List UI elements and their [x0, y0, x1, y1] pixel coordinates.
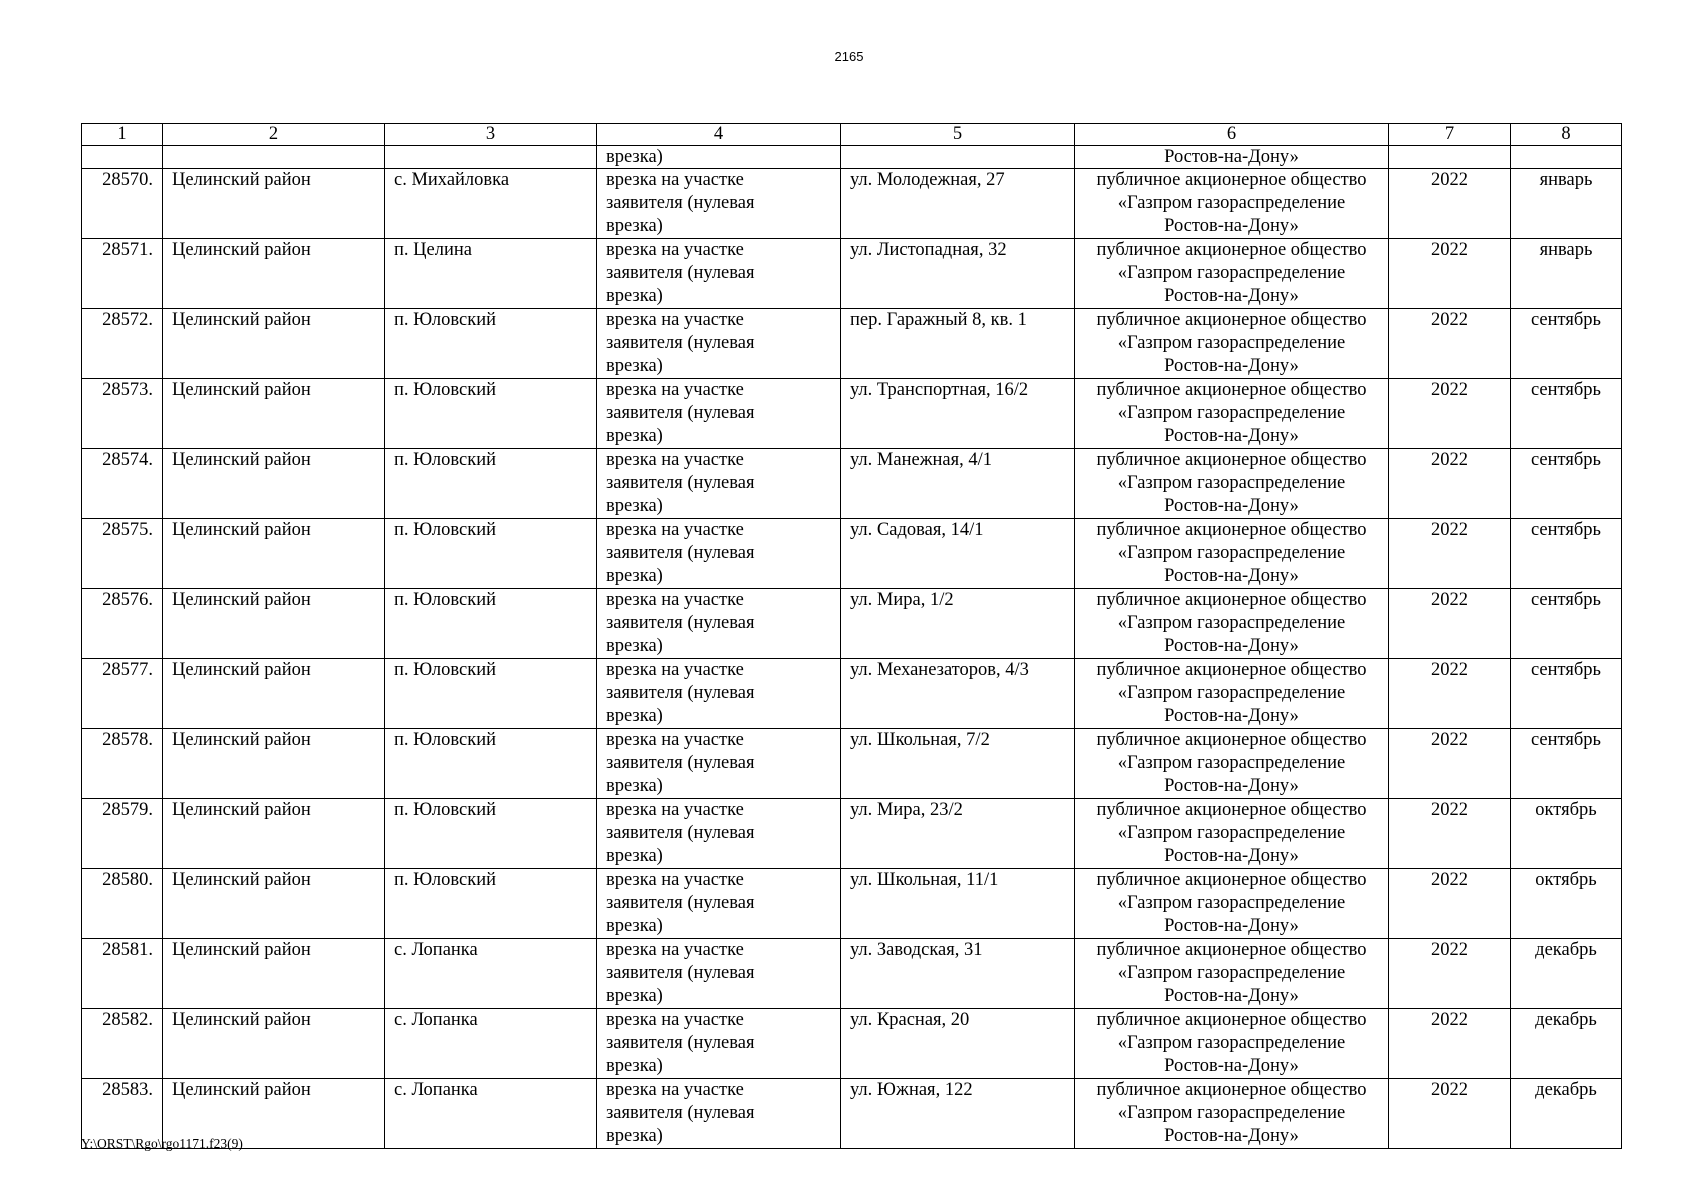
cell-line: заявителя (нулевая — [606, 893, 755, 913]
cell-connection-type — [597, 239, 841, 309]
cell-number: 28579. — [82, 799, 163, 869]
cell-connection-type — [597, 589, 841, 659]
cell-line: заявителя (нулевая — [606, 613, 755, 633]
cell-line: врезка) — [606, 1056, 663, 1076]
cell-settlement: п. Юловский — [385, 379, 597, 449]
cell-connection-type — [597, 449, 841, 519]
cell-line: врезка) — [606, 426, 663, 446]
cell-settlement: п. Юловский — [385, 869, 597, 939]
cell-line: публичное акционерное общество — [1096, 870, 1367, 890]
cell-line: врезка на участке — [606, 1080, 744, 1100]
data-table — [81, 123, 1622, 1149]
table-row — [82, 729, 1622, 799]
cell-organization — [1075, 379, 1389, 449]
cell-line: Ростов-на-Дону» — [1164, 286, 1299, 306]
cell-connection-type — [597, 799, 841, 869]
cell-line: заявителя (нулевая — [606, 963, 755, 983]
cell-line: публичное акционерное общество — [1096, 520, 1367, 540]
cell-organization — [1075, 869, 1389, 939]
cell-district: Целинский район — [163, 239, 385, 309]
cell-line: публичное акционерное общество — [1096, 310, 1367, 330]
cell-line: врезка на участке — [606, 660, 744, 680]
cell-line: заявителя (нулевая — [606, 1033, 755, 1053]
cell-line: врезка) — [606, 776, 663, 796]
cell-settlement: п. Юловский — [385, 659, 597, 729]
column-header-4: 4 — [597, 124, 841, 146]
cell-month: октябрь — [1511, 869, 1622, 939]
cell-year: 2022 — [1389, 589, 1511, 659]
cell-year: 2022 — [1389, 169, 1511, 239]
cell-line: врезка) — [606, 986, 663, 1006]
column-header-8: 8 — [1511, 124, 1622, 146]
cell-line: врезка) — [606, 216, 663, 236]
cell-line: врезка на участке — [606, 240, 744, 260]
cell-line: «Газпром газораспределение — [1117, 823, 1346, 843]
cell-line: публичное акционерное общество — [1096, 450, 1367, 470]
cell-organization — [1075, 309, 1389, 379]
cell-district: Целинский район — [163, 659, 385, 729]
cell-line: Ростов-на-Дону» — [1164, 356, 1299, 376]
cell-address: ул. Листопадная, 32 — [841, 239, 1075, 309]
cell-address: ул. Манежная, 4/1 — [841, 449, 1075, 519]
cell-year: 2022 — [1389, 1079, 1511, 1149]
table-row — [82, 239, 1622, 309]
cell-organization — [1075, 449, 1389, 519]
cell-year: 2022 — [1389, 799, 1511, 869]
cell-number: 28582. — [82, 1009, 163, 1079]
cell-year: 2022 — [1389, 729, 1511, 799]
cell-connection-type: врезка) — [597, 146, 841, 169]
cell-month: декабрь — [1511, 939, 1622, 1009]
cell-month: сентябрь — [1511, 449, 1622, 519]
column-header-3: 3 — [385, 124, 597, 146]
cell-line: Ростов-на-Дону» — [1164, 1056, 1299, 1076]
table-row — [82, 869, 1622, 939]
cell-line: публичное акционерное общество — [1096, 660, 1367, 680]
cell-line: «Газпром газораспределение — [1117, 263, 1346, 283]
cell-connection-type — [597, 309, 841, 379]
table-row — [82, 659, 1622, 729]
cell-month: декабрь — [1511, 1079, 1622, 1149]
cell-line: публичное акционерное общество — [1096, 1080, 1367, 1100]
cell-connection-type — [597, 659, 841, 729]
cell-line: «Газпром газораспределение — [1117, 403, 1346, 423]
cell-line: «Газпром газораспределение — [1117, 333, 1346, 353]
cell-district: Целинский район — [163, 939, 385, 1009]
cell-line: врезка) — [606, 846, 663, 866]
column-number-row — [82, 124, 1622, 146]
cell-address: пер. Гаражный 8, кв. 1 — [841, 309, 1075, 379]
cell-month: сентябрь — [1511, 309, 1622, 379]
cell-line: «Газпром газораспределение — [1117, 473, 1346, 493]
cell-number: 28580. — [82, 869, 163, 939]
table-row — [82, 1079, 1622, 1149]
cell-number: 28574. — [82, 449, 163, 519]
cell-month: декабрь — [1511, 1009, 1622, 1079]
cell-line: «Газпром газораспределение — [1117, 613, 1346, 633]
cell-line: Ростов-на-Дону» — [1164, 636, 1299, 656]
cell-settlement: с. Михайловка — [385, 169, 597, 239]
cell-address: ул. Садовая, 14/1 — [841, 519, 1075, 589]
cell-line: заявителя (нулевая — [606, 263, 755, 283]
cell-line: Ростов-на-Дону» — [1164, 776, 1299, 796]
table-row — [82, 379, 1622, 449]
cell-connection-type — [597, 169, 841, 239]
cell-line: врезка на участке — [606, 310, 744, 330]
cell-number: 28571. — [82, 239, 163, 309]
cell-year — [1389, 146, 1511, 169]
cell-year: 2022 — [1389, 1009, 1511, 1079]
cell-organization — [1075, 1009, 1389, 1079]
cell-line: заявителя (нулевая — [606, 333, 755, 353]
cell-line: врезка на участке — [606, 800, 744, 820]
cell-address: ул. Механезаторов, 4/3 — [841, 659, 1075, 729]
cell-settlement: с. Лопанка — [385, 1009, 597, 1079]
cell-line: врезка на участке — [606, 520, 744, 540]
cell-line: врезка на участке — [606, 940, 744, 960]
cell-month: сентябрь — [1511, 379, 1622, 449]
cell-organization — [1075, 239, 1389, 309]
cell-settlement: п. Юловский — [385, 449, 597, 519]
cell-line: «Газпром газораспределение — [1117, 683, 1346, 703]
page-number: 2165 — [834, 49, 864, 64]
cell-line: заявителя (нулевая — [606, 473, 755, 493]
cell-line: публичное акционерное общество — [1096, 380, 1367, 400]
cell-settlement: п. Целина — [385, 239, 597, 309]
cell-district: Целинский район — [163, 729, 385, 799]
cell-line: публичное акционерное общество — [1096, 590, 1367, 610]
cell-number: 28581. — [82, 939, 163, 1009]
cell-settlement: п. Юловский — [385, 519, 597, 589]
cell-number: 28573. — [82, 379, 163, 449]
cell-organization: Ростов-на-Дону» — [1075, 146, 1389, 169]
cell-line: врезка) — [606, 916, 663, 936]
cell-year: 2022 — [1389, 449, 1511, 519]
cell-district: Целинский район — [163, 519, 385, 589]
cell-month: октябрь — [1511, 799, 1622, 869]
cell-settlement: с. Лопанка — [385, 939, 597, 1009]
cell-month: сентябрь — [1511, 589, 1622, 659]
cell-number: 28577. — [82, 659, 163, 729]
cell-line: врезка на участке — [606, 730, 744, 750]
cell-address: ул. Южная, 122 — [841, 1079, 1075, 1149]
cell-organization — [1075, 799, 1389, 869]
cell-settlement: п. Юловский — [385, 799, 597, 869]
cell-line: «Газпром газораспределение — [1117, 1103, 1346, 1123]
cell-district: Целинский район — [163, 169, 385, 239]
cell-district: Целинский район — [163, 1079, 385, 1149]
cell-month: сентябрь — [1511, 659, 1622, 729]
cell-line: «Газпром газораспределение — [1117, 753, 1346, 773]
cell-number: 28583. — [82, 1079, 163, 1149]
cell-line: Ростов-на-Дону» — [1164, 706, 1299, 726]
cell-settlement: п. Юловский — [385, 729, 597, 799]
cell-line: заявителя (нулевая — [606, 1103, 755, 1123]
cell-organization — [1075, 939, 1389, 1009]
cell-line: Ростов-на-Дону» — [1164, 916, 1299, 936]
cell-month: январь — [1511, 169, 1622, 239]
cell-organization — [1075, 519, 1389, 589]
cell-settlement — [385, 146, 597, 169]
cell-line: «Газпром газораспределение — [1117, 1033, 1346, 1053]
cell-year: 2022 — [1389, 869, 1511, 939]
table-row — [82, 309, 1622, 379]
cell-organization — [1075, 729, 1389, 799]
cell-line: Ростов-на-Дону» — [1164, 846, 1299, 866]
cell-line: публичное акционерное общество — [1096, 170, 1367, 190]
cell-address: ул. Мира, 23/2 — [841, 799, 1075, 869]
cell-line: «Газпром газораспределение — [1117, 893, 1346, 913]
cell-district: Целинский район — [163, 379, 385, 449]
cell-line: врезка на участке — [606, 870, 744, 890]
cell-line: заявителя (нулевая — [606, 403, 755, 423]
cell-connection-type — [597, 729, 841, 799]
cell-connection-type — [597, 1079, 841, 1149]
column-header-7: 7 — [1389, 124, 1511, 146]
table-row — [82, 169, 1622, 239]
cell-number: 28570. — [82, 169, 163, 239]
table-row — [82, 799, 1622, 869]
cell-connection-type — [597, 1009, 841, 1079]
cell-connection-type — [597, 519, 841, 589]
cell-line: заявителя (нулевая — [606, 193, 755, 213]
table-row — [82, 1009, 1622, 1079]
cell-organization — [1075, 659, 1389, 729]
cell-district: Целинский район — [163, 309, 385, 379]
cell-line: Ростов-на-Дону» — [1164, 566, 1299, 586]
cell-line: Ростов-на-Дону» — [1164, 496, 1299, 516]
cell-line: врезка) — [606, 356, 663, 376]
cell-line: врезка) — [606, 706, 663, 726]
cell-year: 2022 — [1389, 379, 1511, 449]
cell-line: публичное акционерное общество — [1096, 730, 1367, 750]
cell-connection-type — [597, 379, 841, 449]
cell-line: врезка) — [606, 496, 663, 516]
cell-connection-type — [597, 939, 841, 1009]
table-body — [82, 146, 1622, 1149]
cell-year: 2022 — [1389, 519, 1511, 589]
cell-address: ул. Молодежная, 27 — [841, 169, 1075, 239]
cell-line: врезка на участке — [606, 590, 744, 610]
cell-address: ул. Школьная, 7/2 — [841, 729, 1075, 799]
cell-line: врезка на участке — [606, 1010, 744, 1030]
cell-number: 28578. — [82, 729, 163, 799]
cell-year: 2022 — [1389, 939, 1511, 1009]
cell-address: ул. Красная, 20 — [841, 1009, 1075, 1079]
cell-year: 2022 — [1389, 309, 1511, 379]
table-row — [82, 519, 1622, 589]
cell-line: врезка) — [606, 286, 663, 306]
cell-month — [1511, 146, 1622, 169]
cell-settlement: п. Юловский — [385, 309, 597, 379]
cell-district: Целинский район — [163, 589, 385, 659]
cell-line: «Газпром газораспределение — [1117, 963, 1346, 983]
cell-line: врезка) — [606, 636, 663, 656]
cell-address: ул. Мира, 1/2 — [841, 589, 1075, 659]
cell-address: ул. Школьная, 11/1 — [841, 869, 1075, 939]
cell-line: Ростов-на-Дону» — [1164, 216, 1299, 236]
continuation-row — [82, 146, 1622, 169]
cell-line: публичное акционерное общество — [1096, 800, 1367, 820]
cell-organization — [1075, 169, 1389, 239]
table-row — [82, 589, 1622, 659]
cell-settlement: п. Юловский — [385, 589, 597, 659]
cell-line: «Газпром газораспределение — [1117, 543, 1346, 563]
cell-address: ул. Транспортная, 16/2 — [841, 379, 1075, 449]
cell-connection-type — [597, 869, 841, 939]
cell-number: 28576. — [82, 589, 163, 659]
cell-number — [82, 146, 163, 169]
cell-line: заявителя (нулевая — [606, 683, 755, 703]
cell-year: 2022 — [1389, 239, 1511, 309]
cell-line: публичное акционерное общество — [1096, 940, 1367, 960]
cell-number: 28572. — [82, 309, 163, 379]
cell-month: январь — [1511, 239, 1622, 309]
cell-district: Целинский район — [163, 449, 385, 519]
table-row — [82, 939, 1622, 1009]
cell-line: врезка на участке — [606, 380, 744, 400]
cell-line: заявителя (нулевая — [606, 753, 755, 773]
cell-line: заявителя (нулевая — [606, 543, 755, 563]
cell-district — [163, 146, 385, 169]
cell-month: сентябрь — [1511, 519, 1622, 589]
cell-line: Ростов-на-Дону» — [1164, 986, 1299, 1006]
cell-month: сентябрь — [1511, 729, 1622, 799]
cell-line: публичное акционерное общество — [1096, 1010, 1367, 1030]
file-path-footer: Y:\ORST\Rgo\rgo1171.f23(9) — [81, 1136, 243, 1151]
column-header-6: 6 — [1075, 124, 1389, 146]
cell-year: 2022 — [1389, 659, 1511, 729]
table-row — [82, 449, 1622, 519]
cell-address: ул. Заводская, 31 — [841, 939, 1075, 1009]
column-header-5: 5 — [841, 124, 1075, 146]
column-header-1: 1 — [82, 124, 163, 146]
cell-settlement: с. Лопанка — [385, 1079, 597, 1149]
cell-district: Целинский район — [163, 799, 385, 869]
cell-line: врезка на участке — [606, 450, 744, 470]
cell-line: врезка) — [606, 566, 663, 586]
cell-organization — [1075, 589, 1389, 659]
cell-number: 28575. — [82, 519, 163, 589]
cell-line: врезка) — [606, 1126, 663, 1146]
cell-line: врезка на участке — [606, 170, 744, 190]
cell-district: Целинский район — [163, 1009, 385, 1079]
cell-organization — [1075, 1079, 1389, 1149]
cell-line: заявителя (нулевая — [606, 823, 755, 843]
cell-line: Ростов-на-Дону» — [1164, 1126, 1299, 1146]
cell-line: «Газпром газораспределение — [1117, 193, 1346, 213]
cell-address — [841, 146, 1075, 169]
column-header-2: 2 — [163, 124, 385, 146]
cell-line: публичное акционерное общество — [1096, 240, 1367, 260]
cell-line: Ростов-на-Дону» — [1164, 426, 1299, 446]
cell-district: Целинский район — [163, 869, 385, 939]
